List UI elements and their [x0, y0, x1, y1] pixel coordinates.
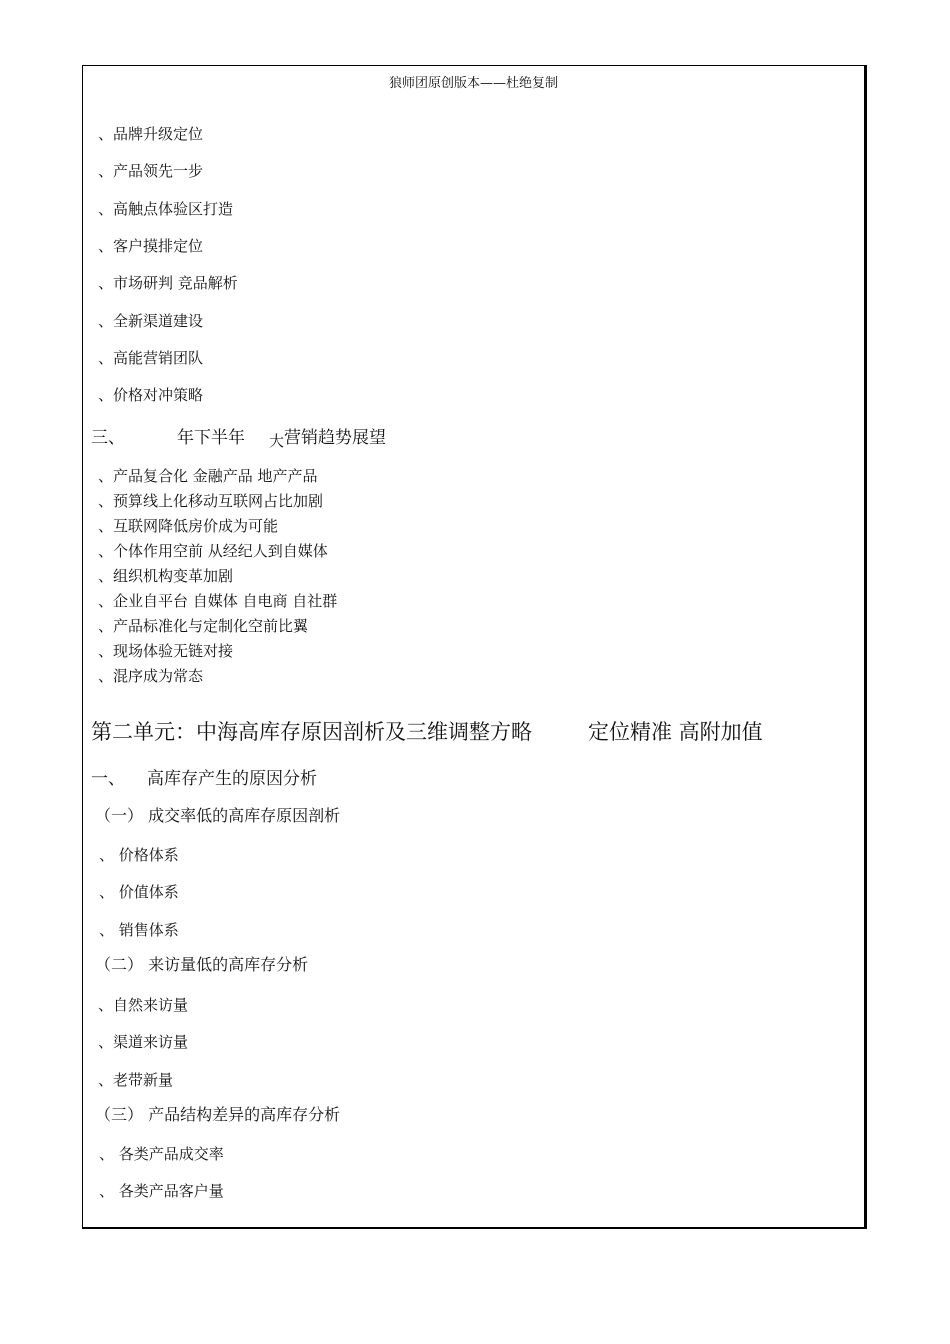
list-item: 、价格对冲策略: [98, 386, 204, 404]
list-item: 、客户摸排定位: [98, 237, 204, 255]
list-item: 、企业自平台 自媒体 自电商 自社群: [98, 592, 338, 610]
list-item: 、互联网降低房价成为可能: [98, 517, 279, 535]
section-title-part1: 年下半年: [177, 428, 245, 448]
list-item: 、现场体验无链对接: [98, 642, 234, 660]
section-number: 三、: [91, 428, 125, 448]
list-item: 、产品标准化与定制化空前比翼: [98, 617, 309, 635]
list-item: 、全新渠道建设: [98, 312, 204, 330]
section-title-big: 大: [269, 432, 285, 450]
subsection-heading: （一） 成交率低的高库存原因剖析: [95, 806, 341, 825]
list-item: 、自然来访量: [98, 996, 189, 1014]
list-item: 、组织机构变革加剧: [98, 567, 234, 585]
section-heading-1: [91, 771, 317, 788]
unit-heading: [91, 722, 763, 743]
section-title: 高库存产生的原因分析: [147, 769, 317, 789]
list-item: 、产品复合化 金融产品 地产产品: [98, 467, 318, 485]
section-title-part2: 营销趋势展望: [284, 428, 387, 448]
subsection-heading: （二） 来访量低的高库存分析: [95, 955, 309, 974]
list-item: 、市场研判 竞品解析: [98, 274, 238, 292]
list-item: 、 价值体系: [99, 883, 179, 901]
list-item: 、 各类产品成交率: [99, 1145, 224, 1163]
list-item: 、品牌升级定位: [98, 125, 204, 143]
document-frame: [82, 65, 867, 1229]
list-item: 、老带新量: [98, 1071, 174, 1089]
list-item: 、预算线上化移动互联网占比加剧: [98, 492, 324, 510]
list-item: 、 各类产品客户量: [99, 1182, 224, 1200]
section-heading-3: [91, 428, 387, 450]
list-item: 、 价格体系: [99, 846, 179, 864]
page-header: 狼师团原创版本——杜绝复制: [388, 76, 558, 91]
unit-title: 第二单元：中海高库存原因剖析及三维调整方略: [91, 720, 532, 744]
list-item: 、 销售体系: [99, 921, 179, 939]
section-number: 一、: [91, 769, 125, 789]
subsection-heading: （三） 产品结构差异的高库存分析: [95, 1105, 341, 1124]
list-item: 、个体作用空前 从经纪人到自媒体: [98, 542, 328, 560]
list-item: 、高触点体验区打造: [98, 200, 234, 218]
unit-tail: 定位精准 高附加值: [588, 720, 763, 744]
list-item: 、高能营销团队: [98, 349, 204, 367]
list-item: 、产品领先一步: [98, 162, 204, 180]
list-item: 、混序成为常态: [98, 667, 204, 685]
list-item: 、渠道来访量: [98, 1033, 189, 1051]
